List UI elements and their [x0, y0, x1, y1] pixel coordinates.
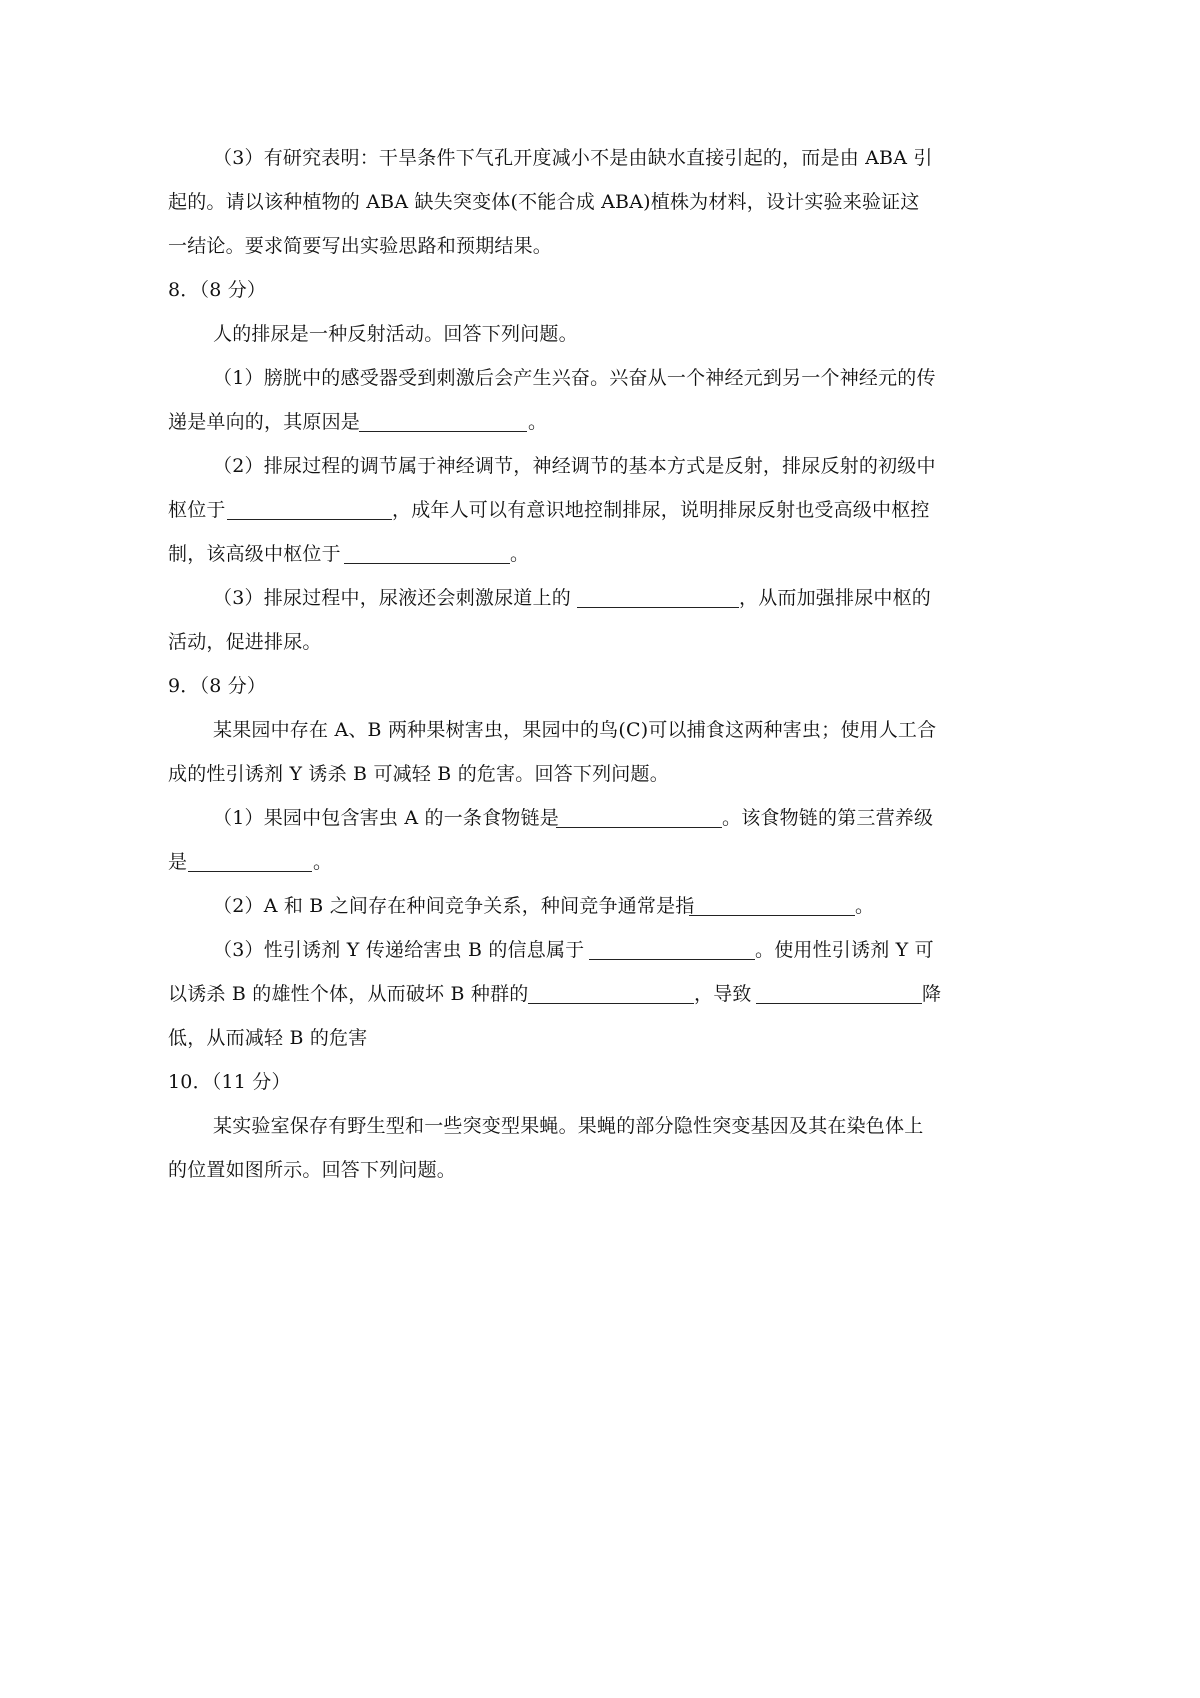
text-segment: 。 [510, 543, 530, 565]
answer-blank[interactable] [227, 519, 392, 520]
text-line: 活动，促进排尿。 [168, 631, 322, 653]
text-line: 低，从而减轻 B 的危害 [168, 1027, 368, 1049]
q10-intro-line1 [0, 1106, 1200, 1146]
question-number: 8．（8 分） [168, 279, 267, 301]
q8-heading [0, 270, 1200, 310]
q8-part1-line1 [0, 358, 1200, 398]
text-segment: （1）果园中包含害虫 A 的一条食物链是 [213, 807, 559, 829]
text-segment: 降 [922, 983, 942, 1005]
text-line: 某实验室保存有野生型和一些突变型果蝇。果蝇的部分隐性突变基因及其在染色体上 [213, 1115, 924, 1137]
text-line: （3）有研究表明：干旱条件下气孔开度减小不是由缺水直接引起的，而是由 ABA 引 [213, 147, 933, 169]
text-line: 一结论。要求简要写出实验思路和预期结果。 [168, 235, 553, 257]
q9-part1-line2 [0, 842, 1200, 882]
text-segment: （2）A 和 B 之间存在种间竞争关系，种间竞争通常是指 [213, 895, 695, 917]
text-line: 起的。请以该种植物的 ABA 缺失突变体(不能合成 ABA)植株为材料，设计实验来验证这 [168, 191, 920, 213]
answer-blank[interactable] [344, 563, 510, 564]
text-segment: ，成年人可以有意识地控制排尿，说明排尿反射也受高级中枢控 [392, 499, 930, 521]
text-line: 成的性引诱剂 Y 诱杀 B 可减轻 B 的危害。回答下列问题。 [168, 763, 669, 785]
text-line: （2）排尿过程的调节属于神经调节，神经调节的基本方式是反射，排尿反射的初级中 [213, 455, 936, 477]
q9-part1-line1 [0, 798, 1200, 838]
q9-part3-line3 [0, 1018, 1200, 1058]
q9-intro-line2 [0, 754, 1200, 794]
text-line: （1）膀胱中的感受器受到刺激后会产生兴奋。兴奋从一个神经元到另一个神经元的传 [213, 367, 936, 389]
q7-part3-line1 [0, 138, 1200, 178]
text-segment: 以诱杀 B 的雄性个体，从而破坏 B 种群的 [168, 983, 529, 1005]
q7-part3-line2 [0, 182, 1200, 222]
text-segment: 。 [313, 851, 333, 873]
q9-part3-line2 [0, 974, 1200, 1014]
q7-part3-line3 [0, 226, 1200, 266]
answer-blank[interactable] [589, 959, 755, 960]
answer-blank[interactable] [556, 827, 722, 828]
answer-blank[interactable] [359, 431, 527, 432]
answer-blank[interactable] [528, 1003, 694, 1004]
q8-part3-line1 [0, 578, 1200, 618]
text-segment: 。 [528, 411, 548, 433]
q8-part1-line2 [0, 402, 1200, 442]
q10-intro-line2 [0, 1150, 1200, 1190]
q8-part2-line2 [0, 490, 1200, 530]
q9-part2 [0, 886, 1200, 926]
question-number: 9．（8 分） [168, 675, 267, 697]
q8-part3-line2 [0, 622, 1200, 662]
text-segment: 枢位于 [168, 499, 226, 521]
text-segment: 递是单向的，其原因是 [168, 411, 361, 433]
answer-blank[interactable] [756, 1003, 922, 1004]
text-segment: ，导致 [694, 983, 752, 1005]
text-segment: ，从而加强排尿中枢的 [739, 587, 932, 609]
text-segment: 制，该高级中枢位于 [168, 543, 341, 565]
text-segment: （3）性引诱剂 Y 传递给害虫 B 的信息属于 [213, 939, 585, 961]
q8-intro [0, 314, 1200, 354]
text-segment: （3）排尿过程中，尿液还会刺激尿道上的 [213, 587, 571, 609]
q8-part2-line3 [0, 534, 1200, 574]
text-segment: 。 [855, 895, 875, 917]
text-segment: 。该食物链的第三营养级 [722, 807, 934, 829]
answer-blank[interactable] [188, 871, 312, 872]
q10-heading [0, 1062, 1200, 1102]
q8-part2-line1 [0, 446, 1200, 486]
q9-part3-line1 [0, 930, 1200, 970]
text-line: 某果园中存在 A、B 两种果树害虫，果园中的鸟(C)可以捕食这两种害虫；使用人工合 [213, 719, 937, 741]
answer-blank[interactable] [577, 607, 739, 608]
q9-intro-line1 [0, 710, 1200, 750]
answer-blank[interactable] [689, 915, 855, 916]
text-segment: 是 [168, 851, 188, 873]
text-line: 的位置如图所示。回答下列问题。 [168, 1159, 457, 1181]
text-segment: 。使用性引诱剂 Y 可 [755, 939, 934, 961]
text-line: 人的排尿是一种反射活动。回答下列问题。 [213, 323, 578, 345]
q9-heading [0, 666, 1200, 706]
question-number: 10．（11 分） [168, 1071, 291, 1093]
